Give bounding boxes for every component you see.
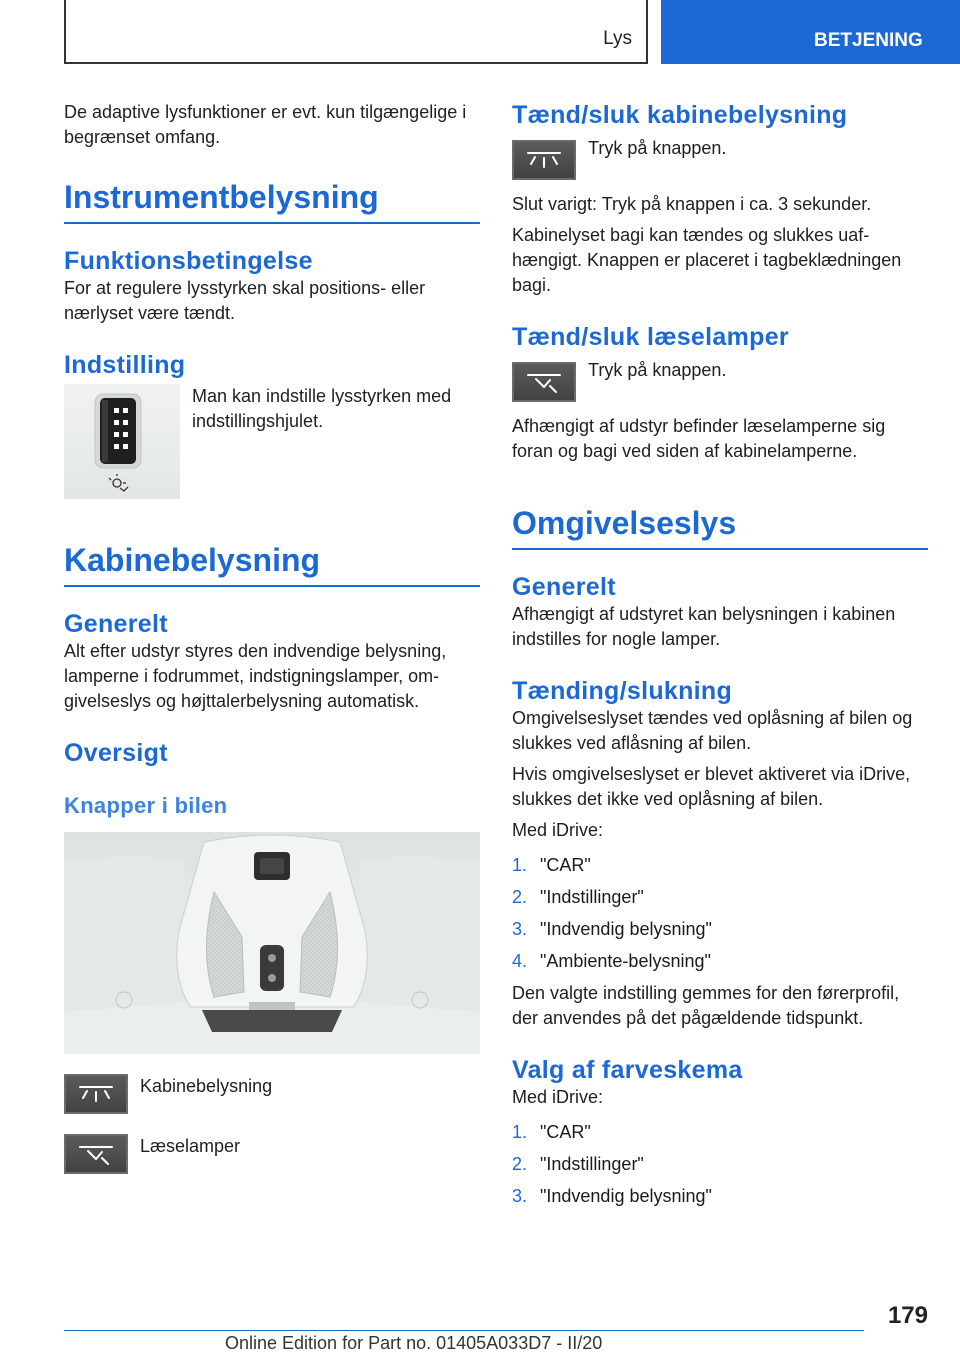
overhead-console-figure: [64, 832, 480, 1054]
setting-heading: Indstilling: [64, 351, 186, 379]
function-condition-heading: Funktionsbetingelse: [64, 247, 313, 275]
cabin-lighting-heading: Kabinebelysning: [64, 541, 480, 587]
cabin-general-heading: Generelt: [64, 610, 168, 638]
legend-cabin-light-row: [64, 1074, 480, 1114]
ambient-with-idrive-label: Med iDrive:: [512, 820, 604, 840]
list-item: 2. "Indstillinger": [512, 1154, 644, 1174]
thumbwheel-figure: [64, 384, 180, 499]
page-number: 179: [887, 1302, 928, 1329]
ambient-steps-list: [512, 853, 928, 974]
reading-toggle-row: [512, 362, 928, 402]
color-scheme-with-idrive-label: Med iDrive:: [512, 1087, 604, 1107]
reading-toggle-press-text: Tryk på knappen.: [588, 360, 727, 380]
thumbwheel-illustration: [64, 384, 180, 499]
right-column: [512, 100, 928, 1216]
cabin-general-text: Alt efter udstyr styres den indvendige belysning, lamperne i fodrummet, indstigningslamper, omgivelseslys og højttalerbelysning automatisk.: [64, 641, 447, 711]
header-section-box: [64, 0, 648, 64]
header-section-title: Lys: [603, 28, 632, 49]
ambient-saved-note: Den valgte indstilling gemmes for den førerprofil, der anvendes på det pågældende tidspunkt.: [512, 983, 900, 1028]
list-item: 2. "Indstillinger": [512, 887, 644, 907]
buttons-in-car-heading: Knapper i bilen: [64, 793, 228, 818]
ambient-general-text: Afhængigt af udstyret kan belysningen i kabinen indstilles for nogle lamper.: [512, 604, 896, 649]
list-item: 4. "Ambiente-belysning": [512, 951, 711, 971]
header-chapter-tab: [661, 0, 960, 64]
cabin-toggle-press-text: Tryk på knappen.: [588, 138, 727, 158]
cabin-toggle-heading: Tænd/sluk kabinebelysning: [512, 101, 848, 129]
header-chapter-title: BETJENING: [814, 30, 923, 51]
left-column: [64, 100, 480, 1174]
cabin-light-button-icon: [512, 140, 576, 180]
overview-heading: Oversigt: [64, 739, 168, 767]
setting-figure-row: [64, 384, 480, 499]
legend-reading-lamp-row: [64, 1134, 480, 1174]
list-item: 1. "CAR": [512, 1122, 591, 1142]
legend-reading-lamp-label: Læselamper: [140, 1136, 241, 1156]
dashboard-light-icon: [109, 474, 128, 491]
cabin-rear-text: Kabinelyset bagi kan tændes og slukkes uafhængigt. Knappen er placeret i tagbeklædningen bagi.: [512, 225, 902, 295]
color-scheme-steps-list: [512, 1120, 928, 1209]
instrument-lighting-heading: Instrumentbelysning: [64, 178, 480, 224]
list-item: 1. "CAR": [512, 855, 591, 875]
reading-toggle-heading: Tænd/sluk læselamper: [512, 323, 789, 351]
cabin-permanent-off-text: Slut varigt: Tryk på knappen i ca. 3 sekunder.: [512, 194, 872, 214]
intro-text: De adaptive lysfunktioner er evt. kun tilgængelige i begrænset omfang.: [64, 102, 467, 147]
legend-cabin-light-label: Kabinebelysning: [140, 1076, 273, 1096]
color-scheme-heading: Valg af farveskema: [512, 1056, 743, 1084]
list-item: 3. "Indvendig belysning": [512, 1186, 712, 1206]
reading-lamp-location-text: Afhængigt af udstyr befinder læselamperne sig foran og bagi ved siden af kabinelamperne.: [512, 416, 886, 461]
reading-lamp-icon: [64, 1134, 128, 1174]
reading-lamp-button-icon: [512, 362, 576, 402]
footer-edition: Online Edition for Part no. 01405A033D7 - II/20: [225, 1333, 603, 1353]
ambient-general-heading: Generelt: [512, 573, 616, 601]
cabin-toggle-row: [512, 140, 928, 180]
overhead-console-illustration: [64, 832, 480, 1054]
list-item: 3. "Indvendig belysning": [512, 919, 712, 939]
cabin-light-icon: [64, 1074, 128, 1114]
function-condition-text: For at regulere lysstyrken skal positions- eller nærlyset være tændt.: [64, 278, 426, 323]
setting-text: Man kan indstille lysstyrken med indstillingshjulet.: [192, 386, 452, 431]
footer-rule: [64, 1330, 864, 1331]
ambient-onoff-heading: Tænding/slukning: [512, 677, 733, 705]
ambient-light-heading: Omgivelseslys: [512, 504, 928, 550]
ambient-idrive-note: Hvis omgivelseslyset er blevet aktiveret via iDrive, slukkes det ikke ved oplåsning af bilen.: [512, 764, 911, 809]
ambient-onoff-text: Omgivelseslyset tændes ved oplåsning af bilen og slukkes ved aflåsning af bilen.: [512, 708, 913, 753]
